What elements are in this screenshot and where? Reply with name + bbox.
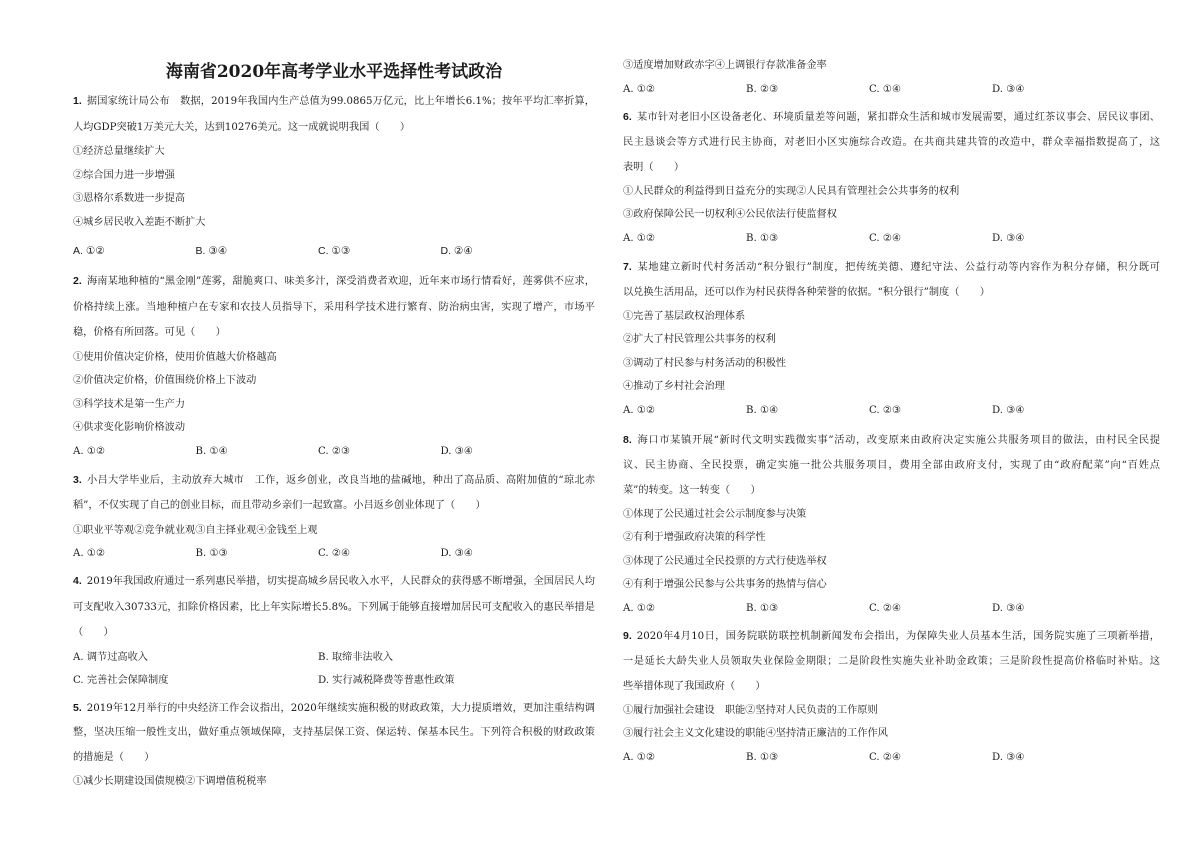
choice-items [73,140,595,234]
stem-line: 8. 海口市某镇开展“新时代文明实践微实事”活动，改变原来由政府决定实施公共服务项目的做法，由村民全民提 [623,433,1160,446]
answer-option-c: C. ②④ [869,602,902,614]
stem-line: 的措施是（ ） [73,751,155,763]
choice-item: ①职业平等观②竞争就业观③自主择业观④金钱至上观 [73,524,318,536]
question-number: 6. [623,110,632,123]
choice-item: ③体现了公民通过全民投票的方式行使选举权 [623,555,827,567]
answer-option-c: C. 完善社会保障制度 [73,675,169,686]
choice-item: ②扩大了村民管理公共事务的权利 [623,334,776,346]
choice-item: ①履行加强社会建设 职能②坚持对人民负责的工作原则 [623,704,878,716]
question-1 [73,89,595,263]
answer-options [623,227,1160,251]
answer-option-b: B. ①③ [746,602,779,614]
stem-line: （ ） [73,627,114,638]
stem-line: 稳，价格有所回落。可见（ ） [73,327,226,338]
answer-option-a: A. ①② [623,751,656,763]
stem-line: 3. 小吕大学毕业后，主动放弃大城市 工作，返乡创业，改良当地的盐碱地，种出了高品质、高附加值的“琼北赤 [73,473,595,486]
question-stem [623,624,1160,699]
choice-items [623,54,1160,78]
stem-line: 9. 2020年4月10日，国务院联防联控机制新闻发布会指出，为保障失业人员基本生活，国务院实施了三项新举措， [623,629,1160,642]
stem-line: 人均GDP突破1万美元大关，达到10276美元。这一成就说明我国（ ） [73,121,411,133]
question-9 [623,624,1160,770]
answer-option-b: B. ①③ [195,548,228,559]
answer-option-c: C. ②④ [318,548,351,559]
stem-line: 一是延长大龄失业人员领取失业保险金期限；二是阶段性实施失业补助金政策；三是阶段性提高价格临时补贴。这 [623,655,1160,667]
stem-line: 表明（ ） [623,161,685,173]
question-stem [623,428,1160,503]
choice-item: ①人民群众的利益得到日益充分的实现②人民具有管理社会公共事务的权利 [623,185,960,197]
answer-option-d: D. ③④ [440,548,474,559]
answer-options [623,746,1160,770]
answer-option-c: C. ②③ [318,445,351,457]
answer-option-d: D. ③④ [992,751,1025,763]
question-number: 8. [623,433,632,446]
answer-option-c: C. ①③ [318,245,351,257]
choice-item: ③科学技术是第一生产力 [73,398,186,410]
stem-line: 价格持续上涨。当地种植户在专家和农技人员指导下，采用科学技术进行繁育、防治病虫害，实现了增产，市场平 [73,301,595,313]
answer-option-d: D. ③④ [992,404,1025,416]
choice-item: ③政府保障公民一切权利④公民依法行使监督权 [623,209,837,221]
answer-options [73,440,595,464]
answer-option-d: D. ③④ [992,83,1025,95]
question-number: 3. [73,473,82,486]
choice-items [623,180,1160,227]
choice-items [623,699,1160,746]
answer-option-d: D. ③④ [440,445,474,457]
choice-item: ①经济总量继续扩大 [73,146,165,157]
answer-option-a: A. ①② [623,232,656,244]
answer-option-c: C. ②③ [869,404,902,416]
question-number: 5. [73,701,82,714]
question-stem [73,468,595,519]
answer-option-d: D. ②④ [440,245,473,257]
answer-option-a: A. ①② [73,548,106,559]
question-8 [623,428,1160,621]
stem-line: 民主恳谈会等方式进行民主协商，对老旧小区实施综合改造。在共商共建共管的改造中，群众幸福指数提高了，这 [623,136,1160,148]
question-3 [73,468,595,567]
answer-option-b: B. ②③ [746,83,779,95]
choice-item: ①完善了基层政权治理体系 [623,310,746,322]
question-number: 7. [623,260,632,273]
question-stem [73,569,595,646]
answer-option-b: B. ①④ [195,445,228,457]
stem-line: 1. 据国家统计局公布 数据，2019年我国内生产总值为99.0865万亿元，比上年增长6.1%；按年平均汇率折算， [73,95,595,107]
question-stem [73,696,595,771]
choice-item: ①使用价值决定价格，使用价值越大价格越高 [73,351,277,363]
question-5-continued [623,54,1160,102]
answer-option-a: A. ①② [623,83,656,95]
stem-line: 7. 某地建立新时代村务活动“积分银行”制度，把传统美德、遵纪守法、公益行动等内容作为积分存储，积分既可 [623,260,1160,273]
question-6 [623,105,1160,251]
answer-option-b: B. 取缔非法收入 [318,651,394,663]
answer-option-d: D. ③④ [992,602,1025,614]
stem-line: 菜”的转变。这一转变（ ） [623,484,761,496]
question-stem [623,255,1160,305]
answer-option-b: B. ①③ [746,751,779,763]
choice-item: ②价值决定价格，价值围绕价格上下波动 [73,375,257,386]
stem-line: 以兑换生活用品，还可以作为村民获得各种荣誉的依据。“积分银行”制度（ ） [623,286,990,298]
choice-item: ①体现了公民通过社会公示制度参与决策 [623,508,807,520]
choice-items [73,346,595,440]
stem-line: 4. 2019年我国政府通过一系列惠民举措，切实提高城乡居民收入水平，人民群众的获得感不断增强，全国居民人均 [73,575,595,587]
choice-items [623,503,1160,597]
answer-option-b: B. ①③ [746,232,779,244]
answer-option-a: A. ①② [73,245,105,257]
question-stem [73,89,595,140]
answer-option-b: B. ③④ [195,245,228,257]
choice-item: ④有利于增强公民参与公共事务的热情与信心 [623,579,827,591]
choice-item: ④城乡居民收入差距不断扩大 [73,216,206,228]
answer-option-d: D. 实行减税降费等普惠性政策 [318,675,455,686]
choice-item: ③履行社会主义文化建设的职能④坚持清正廉洁的工作作风 [623,728,888,740]
question-number: 4. [73,575,82,587]
answer-option-a: A. 调节过高收入 [73,651,148,663]
stem-line: 议、民主协商、全民投票，确定实施一批公共服务项目，费用全部由政府支付，实现了由“政府配菜”向“百姓点 [623,459,1160,471]
answer-options [73,542,595,566]
answer-option-c: C. ①④ [869,83,902,95]
choice-item: ③恩格尔系数进一步提高 [73,193,186,204]
choice-item: ②综合国力进一步增强 [73,169,175,181]
question-7 [623,255,1160,423]
right-column [623,54,1160,770]
answer-options [623,399,1160,423]
answer-options [623,597,1160,621]
choice-item: ④推动了乡村社会治理 [623,381,725,393]
stem-line: 稻”，不仅实现了自己的创业目标，而且带动乡亲们一起致富。小吕返乡创业体现了（ ） [73,500,486,511]
question-5 [73,696,595,794]
question-number: 9. [623,629,632,642]
choice-items [623,305,1160,399]
answer-option-c: C. ②④ [869,751,902,763]
choice-item: ④供求变化影响价格波动 [73,422,186,433]
stem-line: 些举措体现了我国政府（ ） [623,680,766,692]
answer-option-d: D. ③④ [992,232,1025,244]
answer-option-a: A. ①② [623,602,656,614]
stem-line: 整，坚决压缩一般性支出，做好重点领域保障，支持基层保工资、保运转、保基本民生。下列符合积极的财政政策 [73,727,595,738]
choice-item: ②有利于增强政府决策的科学性 [623,532,766,544]
question-stem [623,105,1160,180]
question-number: 2. [73,275,82,287]
question-2 [73,269,595,464]
choice-item: ③调动了村民参与村务活动的积极性 [623,357,786,369]
stem-line: 2. 海南某地种植的“黑金刚”莲雾，甜脆爽口、味美多汁，深受消费者欢迎，近年来市场行情看好，莲雾供不应求， [73,275,595,287]
choice-item: ③适度增加财政赤字④上调银行存款准备金率 [623,60,827,72]
answer-option-c: C. ②④ [869,232,902,244]
choice-item: ①减少长期建设国债规模②下调增值税税率 [73,776,267,787]
left-column [73,60,595,794]
answer-option-a: A. ①② [623,404,656,416]
stem-line: 可支配收入30733元，扣除价格因素，比上年实际增长5.8%。下列属于能够直接增加居民可支配收入的惠民举措是 [73,601,595,613]
choice-items [73,519,595,543]
answer-option-b: B. ①④ [746,404,779,416]
stem-line: 5. 2019年12月举行的中央经济工作会议指出，2020年继续实施积极的财政政策，大力提质增效，更加注重结构调 [73,701,595,714]
page-title: 海南省2020年高考学业水平选择性考试政治 [165,62,503,82]
stem-line: 6. 某市针对老旧小区设备老化、环境质量差等问题，紧扣群众生活和城市发展需要，通过红茶议事会、居民议事团、 [623,110,1160,123]
answer-options [73,239,595,263]
question-stem [73,269,595,346]
choice-items [73,770,595,794]
answer-options [73,646,595,693]
question-4 [73,569,595,693]
question-number: 1. [73,95,82,107]
answer-options [623,78,1160,102]
answer-option-a: A. ①② [73,445,106,457]
